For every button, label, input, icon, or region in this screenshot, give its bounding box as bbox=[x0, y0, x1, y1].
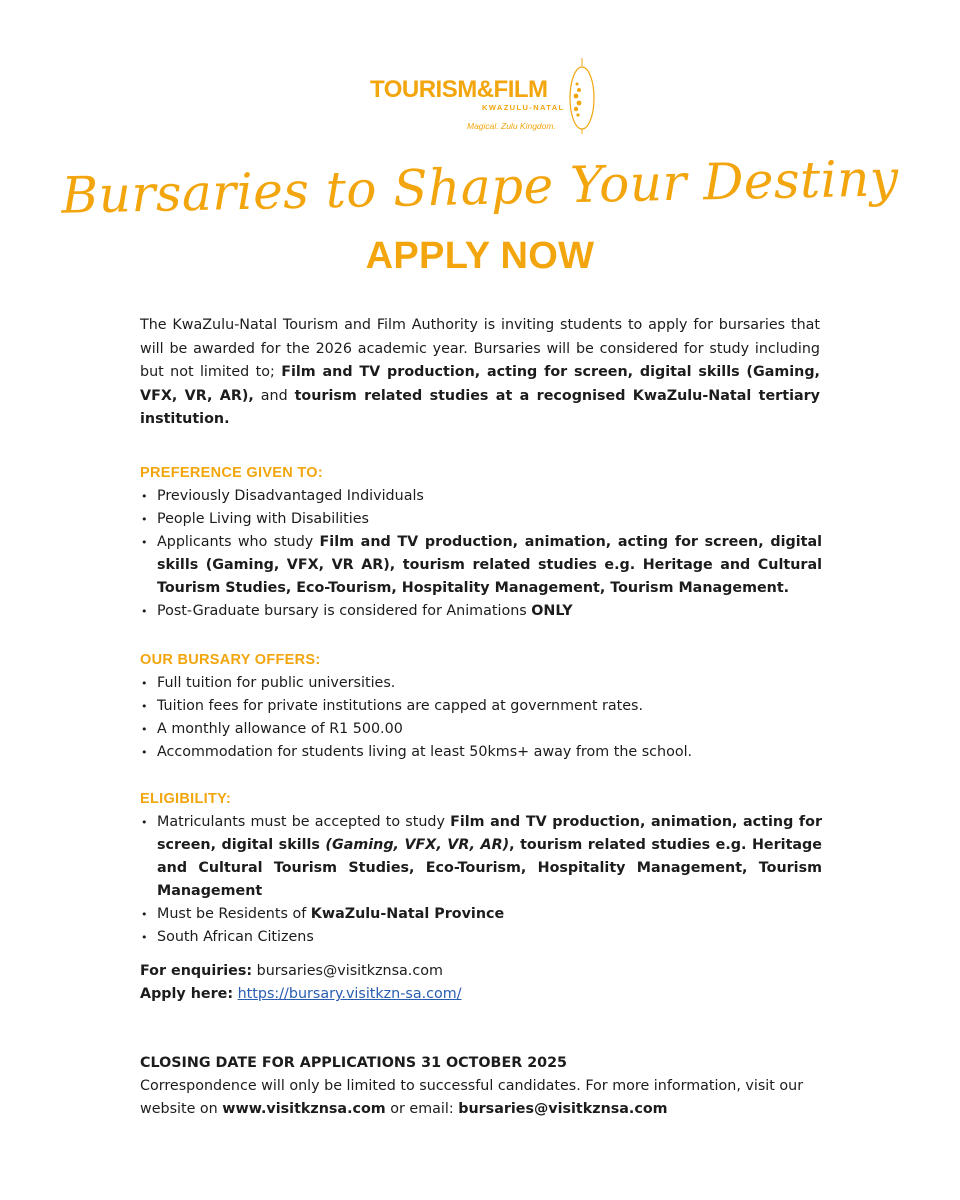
logo-tagline: Magical. Zulu Kingdom. bbox=[467, 121, 556, 131]
list-item-text: Applicants who study bbox=[157, 534, 320, 550]
preference-heading: PREFERENCE GIVEN TO: bbox=[140, 465, 323, 481]
enquiries-line bbox=[140, 960, 820, 983]
preference-section bbox=[140, 463, 822, 623]
closing-text bbox=[140, 1075, 820, 1121]
apply-now-heading: APPLY NOW bbox=[365, 235, 595, 277]
apply-label: Apply here: bbox=[140, 986, 234, 1002]
enquiries-label: For enquiries: bbox=[140, 963, 253, 979]
closing-text-1: Correspondence will only be limited to successful candidates. For more information, visit our website on bbox=[140, 1078, 804, 1117]
logo-subtitle: KWAZULU-NATAL bbox=[482, 103, 565, 112]
intro-text-2: and bbox=[253, 387, 295, 404]
offers-section bbox=[140, 650, 822, 764]
apply-link[interactable]: https://bursary.visitkzn-sa.com/ bbox=[237, 986, 462, 1002]
closing-email[interactable]: bursaries@visitkznsa.com bbox=[458, 1101, 668, 1117]
preference-list bbox=[140, 485, 822, 623]
list-item: • A monthly allowance of R1 500.00 bbox=[140, 718, 822, 741]
list-item bbox=[140, 531, 822, 600]
intro-text-1: The KwaZulu-Natal Tourism and Film Authority is inviting students to apply for bursaries that will be awarded for the 2026 academic year. Bursaries will be considered for study including but not limited to; bbox=[140, 317, 820, 380]
zulu-shield-icon bbox=[568, 58, 596, 134]
eligibility-heading: ELIGIBILITY: bbox=[140, 791, 232, 807]
list-item: • South African Citizens bbox=[140, 926, 822, 949]
list-item bbox=[140, 811, 822, 903]
list-item-text: Must be Residents of bbox=[157, 906, 311, 922]
list-item: • Previously Disadvantaged Individuals bbox=[140, 485, 822, 508]
list-item-bold: Film and TV production, animation, acting for screen, digital skills (Gaming, VFX, VR AR), tourism related studies e.g. Heritage and Cultural Tourism Studies, Eco-Tourism, Hospitality Management, Tourism Management. bbox=[157, 534, 822, 596]
list-item-bold-italic: (Gaming, VFX, VR, AR) bbox=[325, 837, 510, 853]
list-item: • Accommodation for students living at least 50kms+ away from the school. bbox=[140, 741, 822, 764]
eligibility-section bbox=[140, 789, 822, 949]
list-item-bold: Film and TV production, animation, acting for screen, digital skills bbox=[157, 814, 823, 853]
enquiries-email: bursaries@visitkznsa.com bbox=[256, 963, 443, 979]
list-item: • People Living with Disabilities bbox=[140, 508, 822, 531]
list-item-text: Post-Graduate bursary is considered for Animations bbox=[157, 603, 532, 619]
closing-block bbox=[140, 1052, 820, 1121]
list-item-bold: , tourism related studies e.g. Heritage and Cultural Tourism Studies, Eco-Tourism, Hospitality Management, Tourism Management bbox=[157, 837, 822, 899]
list-item-text: Matriculants must be accepted to study bbox=[157, 814, 451, 830]
closing-text-2: or email: bbox=[385, 1101, 459, 1117]
script-headline: Bursaries to Shape Your Destiny bbox=[60, 149, 900, 225]
contact-block bbox=[140, 960, 820, 1006]
tourism-film-logo bbox=[370, 58, 596, 138]
eligibility-list bbox=[140, 811, 822, 949]
offers-heading: OUR BURSARY OFFERS: bbox=[140, 652, 321, 668]
apply-line bbox=[140, 983, 820, 1006]
list-item: • Full tuition for public universities. bbox=[140, 672, 822, 695]
list-item: • Tuition fees for private institutions are capped at government rates. bbox=[140, 695, 822, 718]
list-item bbox=[140, 600, 822, 623]
intro-bold-2: tourism related studies at a recognised KwaZulu-Natal tertiary institution. bbox=[140, 387, 820, 427]
list-item-bold: KwaZulu-Natal Province bbox=[310, 906, 505, 922]
intro-bold-1: Film and TV production, acting for screen, digital skills (Gaming, VFX, VR, AR), bbox=[140, 364, 820, 404]
list-item bbox=[140, 903, 822, 926]
logo-wordmark: TOURISM&FILM bbox=[370, 76, 548, 103]
website-link[interactable]: www.visitkznsa.com bbox=[222, 1101, 386, 1117]
intro-paragraph bbox=[140, 314, 820, 432]
closing-date: CLOSING DATE FOR APPLICATIONS 31 OCTOBER 2025 bbox=[140, 1055, 567, 1071]
list-item-bold: ONLY bbox=[531, 603, 573, 619]
offers-list bbox=[140, 672, 822, 764]
closing-heading bbox=[140, 1052, 820, 1075]
